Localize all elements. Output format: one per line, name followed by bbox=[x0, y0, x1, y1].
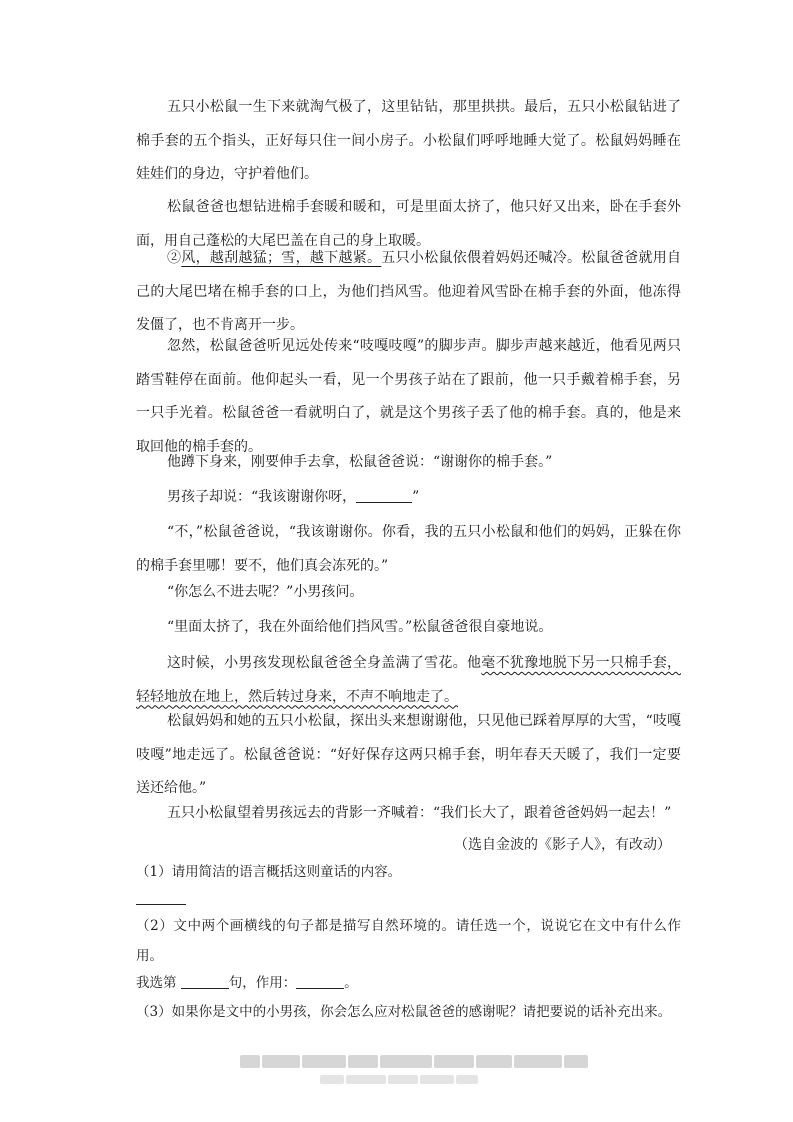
sentence-number-marker: ② bbox=[167, 250, 182, 266]
source-citation: （选自金波的《影子人》，有改动） bbox=[454, 837, 671, 853]
effect-answer-blank[interactable] bbox=[296, 974, 344, 989]
paragraph-text: 男孩子却说：“我该谢谢你呀， bbox=[167, 489, 357, 505]
question-1: （1）请用简洁的语言概括这则童话的内容。 bbox=[136, 864, 402, 880]
answer-prefix: 我选第 bbox=[136, 975, 177, 991]
story-paragraph-11: 松鼠妈妈和她的五只小松鼠，探出头来想谢谢他，只见他已踩着厚厚的大雪，“吱嘎吱嘎”地走远了。松鼠爸爸说：“好好保存这两只棉手套，明年春天天暖了，我们一定要送还给他。” bbox=[136, 713, 681, 796]
story-paragraph-10 bbox=[136, 647, 681, 714]
sentence-choice-blank[interactable] bbox=[181, 974, 229, 989]
story-paragraph-8: “你怎么不进去呢？”小男孩问。 bbox=[167, 584, 364, 600]
question-2-answer-row bbox=[136, 968, 681, 998]
story-paragraph-7: “不，”松鼠爸爸说，“我该谢谢你。你看，我的五只小松鼠和他们的妈妈，正躲在你的棉手套里哪！要不，他们真会冻死的。” bbox=[136, 524, 681, 574]
fill-in-blank[interactable] bbox=[356, 488, 412, 503]
story-paragraph-5: 他蹲下身来，刚要伸手去拿，松鼠爸爸说：“谢谢你的棉手套。” bbox=[167, 454, 553, 470]
answer-end: 。 bbox=[344, 975, 358, 991]
paragraph-text: 五只小松鼠依偎着妈妈还喊冷。松鼠爸爸就用自己的大尾巴堵在棉手套的口上，为他们挡风雪。他迎着风雪卧在棉手套的外面，他冻得发僵了，也不肯离开一步。 bbox=[136, 250, 682, 333]
answer-line[interactable] bbox=[136, 904, 186, 905]
story-paragraph-2: 松鼠爸爸也想钻进棉手套暖和暖和，可是里面太挤了，他只好又出来，卧在手套外面，用自己蓬松的大尾巴盖在自己的身上取暖。 bbox=[136, 199, 681, 249]
answer-middle: 句，作用： bbox=[228, 975, 297, 991]
story-paragraph-3 bbox=[136, 242, 681, 343]
blurred-footer-text bbox=[320, 1075, 478, 1084]
story-paragraph-12: 五只小松鼠望着男孩远去的背影一齐喊着：“我们长大了，跟着爸爸妈妈一起去！” bbox=[167, 805, 672, 821]
wavy-underlined-sentence: 毫不犹豫地脱下另一只棉手套，轻轻地放在地上，然后转过身来，不声不响地走了。 bbox=[136, 655, 682, 705]
question-3: （3）如果你是文中的小男孩，你会怎么应对松鼠爸爸的感谢呢？请把要说的话补充出来。 bbox=[136, 1004, 672, 1020]
story-paragraph-4: 忽然，松鼠爸爸听见远处传来“吱嘎吱嘎”的脚步声。脚步声越来越近，他看见两只踏雪鞋停在面前。他仰起头一看，见一个男孩子站在了跟前，他一只手戴着棉手套，另一只手光着。松鼠爸爸一看就明白了，就是这个男孩子丢了他的棉手套。真的，他是来取回他的棉手套的。 bbox=[136, 338, 681, 455]
paragraph-text: 这时候，小男孩发现松鼠爸爸全身盖满了雪花。他 bbox=[167, 655, 482, 671]
closing-quote: ” bbox=[412, 489, 420, 505]
underlined-sentence: 风，越刮越猛；雪，越下越紧。 bbox=[181, 250, 382, 266]
story-paragraph-1: 五只小松鼠一生下来就淘气极了，这里钻钻，那里拱拱。最后，五只小松鼠钻进了棉手套的五个指头，正好每只住一间小房子。小松鼠们呼呼地睡大觉了。松鼠妈妈睡在娃娃们的身边，守护着他们。 bbox=[136, 99, 681, 182]
blurred-footer-text bbox=[240, 1055, 588, 1068]
story-paragraph-9: “里面太挤了，我在外面给他们挡风雪。”松鼠爸爸很自豪地说。 bbox=[167, 619, 553, 635]
story-paragraph-6 bbox=[136, 481, 681, 515]
question-2: （2）文中两个画横线的句子都是描写自然环境的。请任选一个，说说它在文中有什么作用。 bbox=[136, 918, 681, 964]
